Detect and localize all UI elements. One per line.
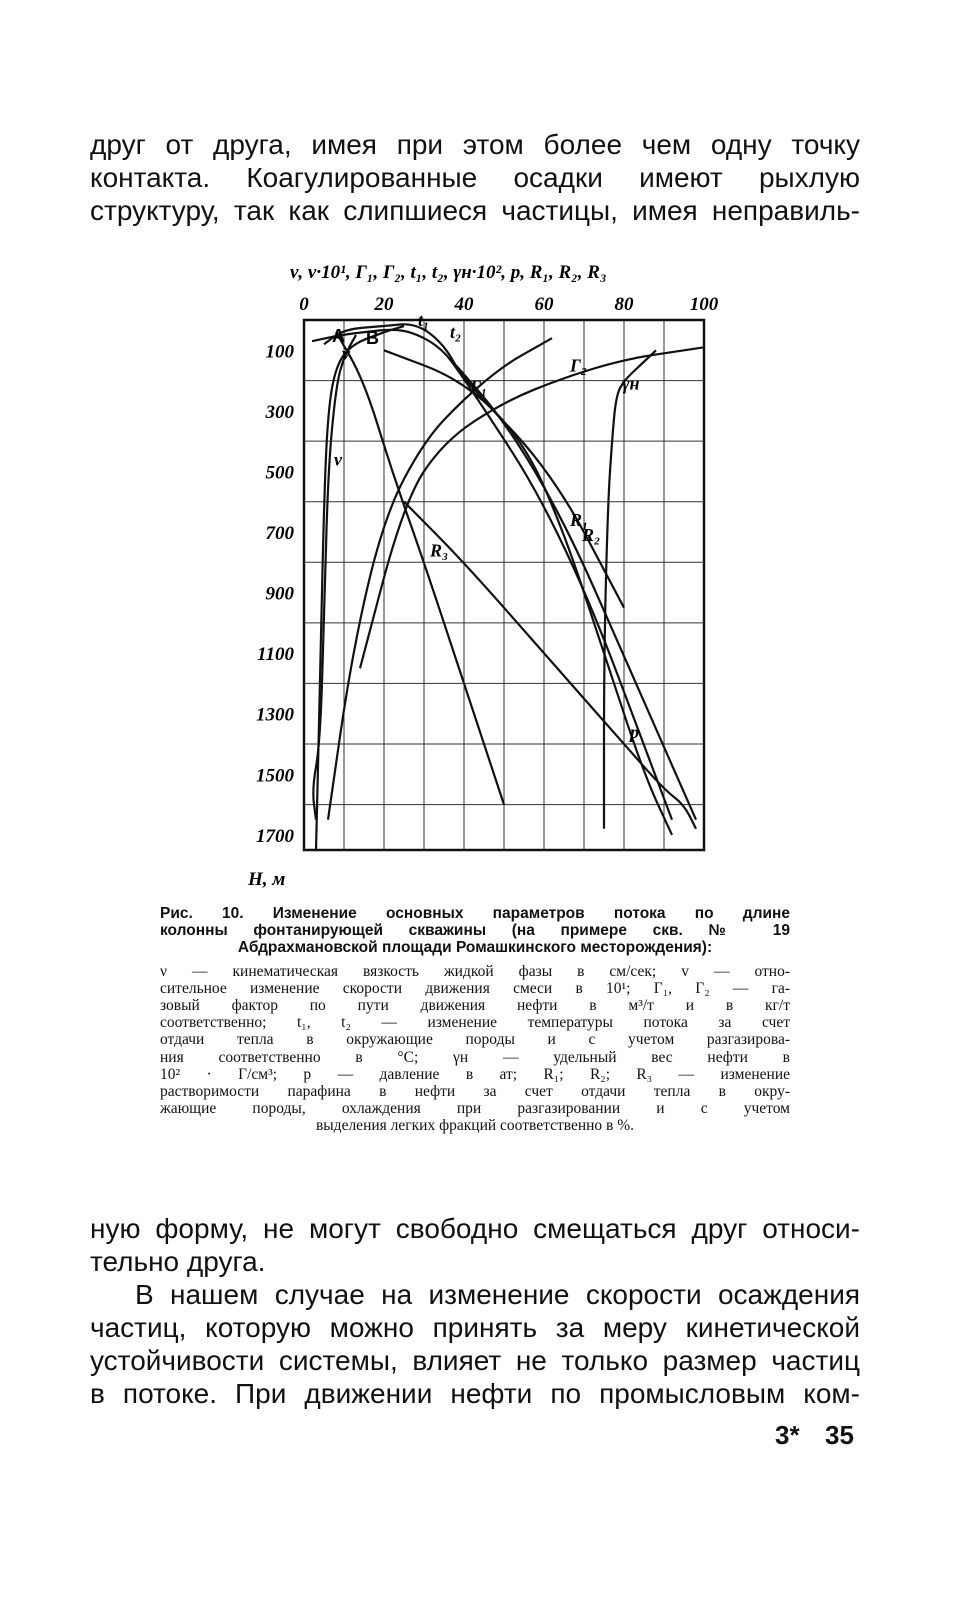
x-tick-label: 100 [689, 294, 719, 315]
y-tick-label: 500 [265, 462, 294, 484]
bottom-paragraph-2 [90, 1278, 860, 1410]
text-line: ную форму, не могут свободно смещаться друг относи- [90, 1213, 860, 1244]
y-tick-label: 100 [265, 341, 294, 363]
y-tick-label: 1300 [256, 704, 294, 726]
text-line: друг от друга, имея при этом более чем одну точку [90, 129, 860, 160]
caption-line: отдачи тепла в окружающие породы и с учетом разгазирова- [160, 1031, 790, 1049]
text-line: структуру, так как слипшиеся частицы, имея неправиль- [90, 195, 860, 226]
series-label: ν [334, 449, 342, 470]
series-labels [332, 310, 639, 742]
caption-line: зовый фактор по пути движения нефти в м³/т и в кг/т [160, 997, 790, 1015]
x-tick-label: 20 [374, 294, 394, 315]
y-tick-label: 700 [265, 523, 294, 544]
series-label: Г₂ [570, 355, 588, 376]
caption-line: 10² · Г/см³; p — давление в ат; R₁; R₂; R₃ — изменение [160, 1065, 790, 1083]
x-tick-label: 40 [454, 294, 474, 315]
y-tick-label: 1500 [256, 765, 294, 787]
y-tick-label: 1700 [256, 825, 294, 847]
caption-line: ν — кинематическая вязкость жидкой фазы в см/сек; v — отно- [160, 962, 790, 980]
caption-line: выделения легких фракций соответственно в %. [315, 1117, 635, 1135]
series-label: Г₁ [470, 376, 488, 397]
series-line-2 [328, 338, 552, 820]
chart-title: ν, v·10¹, Г₁, Г₂, t₁, t₂, γн·10², p, R₁, R₂, R₃ [290, 262, 607, 283]
text-line: контакта. Коагулированные осадки имеют рыхлую [90, 162, 860, 193]
text-line: в потоке. При движении нефти по промысловым ком- [90, 1378, 860, 1409]
x-tick-labels [299, 294, 719, 315]
series-line-4 [312, 330, 672, 820]
caption-line: жающие породы, охлаждения при разгазировании и с учетом [160, 1100, 790, 1118]
page-number: 35 [825, 1420, 854, 1450]
series-label: t₁ [418, 310, 430, 331]
caption-title [160, 905, 790, 957]
series-label: t₂ [450, 322, 462, 343]
caption-line: ния соответственно в °С; γн — удельный вес нефти в [160, 1048, 790, 1066]
bottom-paragraph-1 [90, 1212, 860, 1278]
series-line-3 [360, 347, 704, 668]
caption-body [160, 963, 790, 1135]
caption-line: растворимости парафина в нефти за счет отдачи тепла в окру- [160, 1083, 790, 1101]
text-line: тельно друга. [90, 1246, 266, 1277]
caption-title-line: колонны фонтанирующей скважины (на примере скв. № 19 [160, 922, 790, 940]
caption-title-line: Рис. 10. Изменение основных параметров потока по длине [160, 905, 790, 922]
y-axis-label: Н, м [248, 869, 286, 890]
figure-chart [230, 240, 730, 900]
caption-title-line: Абдрахмановской площади Ромашкинского месторождения): [237, 939, 713, 957]
text-line: В нашем случае на изменение скорости осаждения [135, 1279, 860, 1310]
series-line-1 [316, 326, 404, 850]
page-marker: 3* [775, 1420, 800, 1450]
series-label: γн [622, 373, 640, 394]
x-tick-label: 0 [299, 294, 309, 315]
series-label: R₂ [582, 525, 601, 546]
y-tick-label: 900 [265, 583, 294, 605]
text-line: устойчивости системы, влияет не только размер частиц [90, 1345, 860, 1376]
series-label: R₃ [430, 540, 449, 561]
figure-caption [160, 905, 790, 1135]
text-line: частиц, которую можно принять за меру кинетической [90, 1312, 860, 1343]
x-tick-label: 60 [534, 294, 554, 315]
x-tick-label: 80 [614, 294, 634, 315]
y-tick-label: 300 [265, 401, 294, 423]
top-paragraph [90, 128, 860, 227]
series-label: R₁ [570, 510, 589, 530]
point-label: B [366, 328, 379, 348]
series-line-8 [384, 350, 672, 835]
y-tick-labels [256, 341, 295, 847]
y-tick-label: 1100 [257, 644, 294, 666]
point-label: A [332, 326, 345, 346]
series-label: v [342, 343, 350, 364]
series-line-0 [313, 335, 356, 820]
caption-line: соответственно; t₁, t₂ — изменение температуры потока за счет [160, 1014, 790, 1032]
chart-curves [312, 324, 704, 850]
series-label: p [630, 722, 639, 742]
caption-line: сительное изменение скорости движения смеси в 10¹; Г₁, Г₂ — га- [160, 979, 790, 997]
